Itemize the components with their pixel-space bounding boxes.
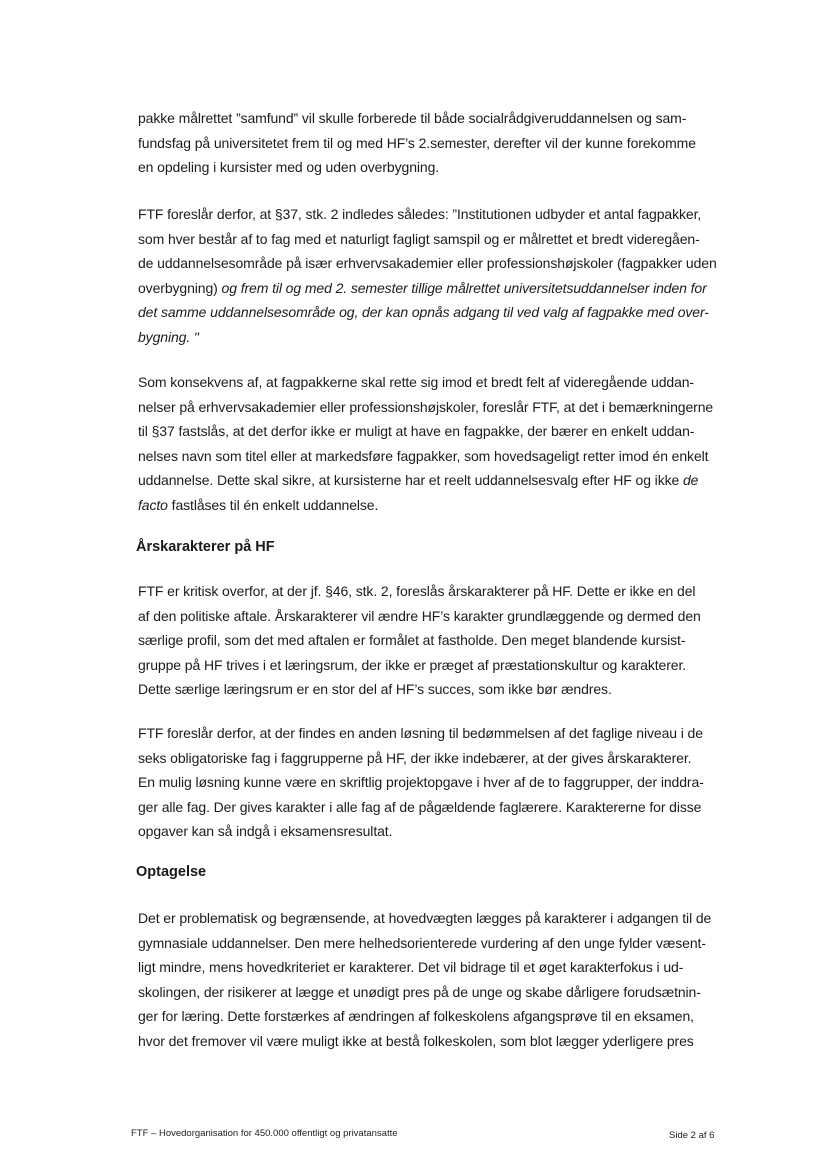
text-line: opgaver kan så indgå i eksamensresultat. [138, 823, 393, 840]
text-line: som hver består af to fag med et naturligt fagligt samspil og er målrettet et bredt videregåen- [138, 230, 700, 247]
text-line: gymnasiale uddannelser. Den mere helhedsorienterede vurdering af den unge fylder væsent- [138, 934, 706, 951]
text-line: ger for læring. Dette forstærkes af ændringen af folkeskolens afgangsprøve til en eksamen, [138, 1008, 694, 1025]
section-heading-arskarakterer: Årskarakterer på HF [136, 539, 275, 555]
paragraph-optagelse-karakterer [138, 906, 738, 1054]
text-italic: og frem til og med 2. semester tillige målrettet universitetsuddannelser inden for [221, 279, 707, 296]
text-line: af den politiske aftale. Årskarakterer vil ændre HF’s karakter grundlæggende og dermed den [138, 607, 701, 624]
text-line: FTF foreslår derfor, at §37, stk. 2 indledes således: ”Institutionen udbyder et antal fagpakker, [138, 206, 702, 222]
paragraph-arskarakterer-kritik [138, 579, 738, 702]
text-line-italic: det samme uddannelsesområde og, der kan opnås adgang til ved valg af fagpakke med over- [138, 304, 709, 321]
footer-page-number: Side 2 af 6 [669, 1130, 715, 1141]
section-heading-optagelse: Optagelse [136, 864, 207, 880]
footer-organisation: FTF – Hovedorganisation for 450.000 offentligt og privatansatte [131, 1128, 398, 1139]
paragraph-konsekvens [138, 370, 738, 518]
text-normal: overbygning) [138, 279, 222, 296]
paragraph-paragraf-37-forslag [138, 202, 738, 350]
paragraph-fagpakke-samfund [138, 106, 738, 180]
text-line: En mulig løsning kunne være en skriftlig projektopgave i hver af de to faggrupper, der inddra- [138, 774, 704, 791]
text-line-italic: bygning. " [138, 328, 199, 345]
text-normal: fastlåses til én enkelt uddannelse. [167, 496, 379, 513]
text-line: Som konsekvens af, at fagpakkerne skal rette sig imod et bredt felt af videregående uddan- [138, 374, 694, 390]
text-line: hvor det fremover vil være muligt ikke at bestå folkeskolen, som blot lægger yderligere pres [138, 1032, 694, 1049]
text-line: nelser på erhvervsakademier eller professionshøjskoler, foreslår FTF, at det i bemærkningerne [138, 398, 714, 415]
text-line: gruppe på HF trives i et læringsrum, der ikke er præget af præstationskultur og karakterer. [138, 656, 687, 673]
text-line: nelses navn som titel eller at markedsføre fagpakker, som hovedsageligt retter imod én enkelt [138, 447, 709, 464]
text-italic: de [682, 472, 699, 489]
text-normal: uddannelse. Dette skal sikre, at kursisterne har et reelt uddannelsesvalg efter HF og ikke [138, 472, 683, 489]
text-line [138, 468, 738, 493]
text-line: særlige profil, som det med aftalen er formålet at fastholde. Den meget blandende kursist- [138, 632, 686, 649]
text-line: seks obligatoriske fag i faggrupperne på HF, der ikke indebærer, at der gives årskarakterer. [138, 749, 692, 766]
text-italic: facto [138, 496, 168, 513]
text-line: FTF foreslår derfor, at der findes en anden løsning til bedømmelsen af det faglige niveau i de [138, 725, 703, 741]
text-line: de uddannelsesområde på især erhvervsakademier eller professionshøjskoler (fagpakker uden [138, 255, 717, 272]
text-line [138, 276, 738, 301]
text-line: Dette særlige læringsrum er en stor del af HF’s succes, som ikke bør ændres. [138, 681, 612, 698]
text-line [138, 493, 738, 518]
text-line: pakke målrettet ”samfund” vil skulle forberede til både socialrådgiveruddannelsen og sam- [138, 110, 687, 126]
text-line: til §37 fastslås, at det derfor ikke er muligt at have en fagpakke, der bærer en enkelt uddan- [138, 423, 695, 440]
text-line: FTF er kritisk overfor, at der jf. §46, stk. 2, foreslås årskarakterer på HF. Dette er ikke en del [138, 583, 696, 599]
text-line: skolingen, der risikerer at lægge et unødigt pres på de unge og skabe dårligere forudsætnin- [138, 983, 701, 1000]
text-line: fundsfag på universitetet frem til og med HF’s 2.semester, derefter vil der kunne forekomme [138, 134, 696, 151]
text-line: en opdeling i kursister med og uden overbygning. [138, 159, 440, 176]
text-line: ligt mindre, mens hovedkriteriet er karakterer. Det vil bidrage til et øget karakterfokus i ud- [138, 959, 684, 976]
paragraph-bedommelse-forslag [138, 721, 738, 844]
text-line: Det er problematisk og begrænsende, at hovedvægten lægges på karakterer i adgangen til de [138, 910, 712, 926]
text-line: ger alle fag. Der gives karakter i alle fag af de pågældende faglærere. Karaktererne for disse [138, 798, 702, 815]
